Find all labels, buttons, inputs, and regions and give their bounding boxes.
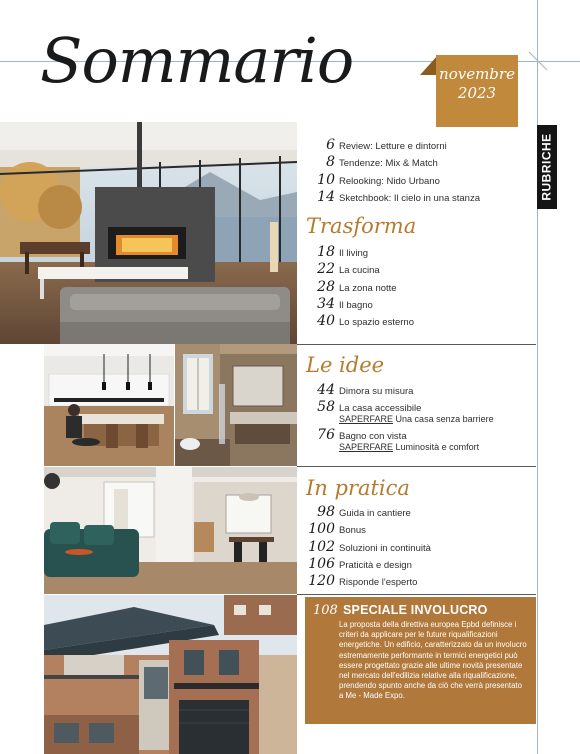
toc-entry[interactable] — [305, 313, 414, 330]
toc-label: Praticità e design — [339, 559, 412, 571]
rubriche-label: RUBRICHE — [540, 133, 554, 201]
toc-label: Tendenze: Mix & Match — [339, 158, 438, 170]
toc-entry[interactable] — [305, 172, 480, 189]
guide-line-vertical — [537, 0, 538, 754]
section-title-trasforma: Trasforma — [306, 214, 417, 238]
toc-page-number: 34 — [317, 295, 335, 312]
special-description: La proposta della direttiva europea Epbd definisce i criteri da applicare per le future riqualificazioni energetiche. Un edificio, caratterizzato da un involucro estremamente performante in termici energetici può essere progettato grazie alle ultime novità presentate nel mercato dell'edilizia relative alla riqualificazione, prendendo spunto anche da ciò che verrà presentato a Me - Made Expo. — [339, 620, 527, 701]
toc-page-number: 102 — [308, 538, 335, 555]
toc-page-number: 22 — [317, 261, 335, 278]
photo-house-exterior — [44, 595, 297, 754]
toc-label: Bagno con vista — [339, 431, 407, 443]
section-title-le-idee: Le idee — [306, 353, 385, 377]
toc-label: Dimora su misura — [339, 386, 414, 397]
saperfare-tag: SAPERFARE — [339, 414, 394, 425]
special-page-number: 108 — [313, 603, 338, 618]
toc-label: Sketchbook: Il cielo in una stanza — [339, 192, 481, 204]
page-title: Sommario — [40, 24, 354, 97]
toc-label: Bonus — [339, 525, 366, 537]
toc-entry[interactable] — [305, 504, 431, 521]
special-feature-box[interactable] — [305, 597, 536, 724]
toc-entry[interactable] — [305, 296, 414, 313]
toc-entry[interactable] — [305, 521, 431, 538]
toc-entry-with-sub[interactable] — [305, 399, 494, 424]
toc-page-number: 106 — [308, 555, 335, 572]
toc-entry[interactable] — [305, 244, 414, 261]
toc-label: Relooking: Nido Urbano — [339, 175, 440, 187]
rubriche-side-tab — [537, 125, 557, 209]
issue-date-badge — [420, 55, 518, 127]
toc-subline — [339, 442, 494, 452]
section-title-in-pratica: In pratica — [306, 476, 410, 500]
date-year: 2023 — [457, 84, 497, 102]
rubriche-list — [305, 137, 480, 206]
saperfare-tag: SAPERFARE — [339, 442, 394, 453]
toc-page-number: 76 — [317, 427, 335, 444]
toc-label: Risponde l'esperto — [339, 577, 418, 589]
toc-entry[interactable] — [305, 154, 480, 171]
toc-page-number: 6 — [326, 137, 335, 153]
toc-page-number: 10 — [317, 171, 335, 188]
toc-page-number: 98 — [317, 504, 335, 520]
toc-page-number: 100 — [308, 521, 335, 538]
toc-label: Soluzioni in continuità — [339, 542, 431, 554]
toc-label: La casa accessibile — [339, 403, 422, 415]
toc-sub-text: Luminosità e comfort — [395, 442, 480, 453]
toc-label: Review: Letture e dintorni — [339, 141, 447, 152]
trasforma-list — [305, 244, 414, 330]
section-divider — [297, 466, 536, 467]
toc-entry[interactable] — [305, 261, 414, 278]
toc-entry[interactable] — [305, 382, 494, 399]
toc-entry[interactable] — [305, 189, 480, 206]
toc-page-number: 8 — [326, 154, 335, 171]
toc-label: Guida in cantiere — [339, 508, 411, 519]
photo-living-green-sofa — [44, 467, 297, 594]
toc-label: La cucina — [339, 265, 380, 277]
toc-page-number: 18 — [317, 244, 335, 260]
section-divider — [297, 344, 536, 345]
toc-label: Il bagno — [339, 299, 373, 311]
photo-living-fireplace — [0, 122, 297, 344]
toc-page-number: 40 — [317, 313, 335, 330]
date-badge-box — [436, 55, 518, 127]
toc-page-number: 44 — [317, 382, 335, 398]
photo-kitchen — [44, 344, 174, 466]
toc-entry[interactable] — [305, 279, 414, 296]
toc-subline — [339, 414, 494, 424]
special-title: SPECIALE INVOLUCRO — [343, 603, 488, 617]
toc-page-number: 28 — [317, 278, 335, 295]
toc-entry[interactable] — [305, 556, 431, 573]
toc-entry[interactable] — [305, 573, 431, 590]
toc-entry-with-sub[interactable] — [305, 427, 494, 452]
toc-label: Il living — [339, 248, 369, 259]
toc-page-number: 120 — [308, 573, 335, 590]
section-divider — [297, 594, 536, 595]
toc-label: La zona notte — [339, 282, 397, 294]
toc-page-number: 58 — [317, 399, 335, 416]
in-pratica-list — [305, 504, 431, 590]
toc-sub-text: Una casa senza barriere — [395, 414, 494, 425]
crop-mark-icon — [527, 50, 549, 72]
toc-label: Lo spazio esterno — [339, 317, 414, 329]
toc-entry[interactable] — [305, 539, 431, 556]
toc-page-number: 14 — [317, 188, 335, 205]
date-month: novembre — [439, 65, 515, 83]
le-idee-list — [305, 382, 494, 452]
photo-bathroom — [175, 344, 297, 466]
special-header — [313, 603, 528, 618]
toc-entry[interactable] — [305, 137, 480, 154]
